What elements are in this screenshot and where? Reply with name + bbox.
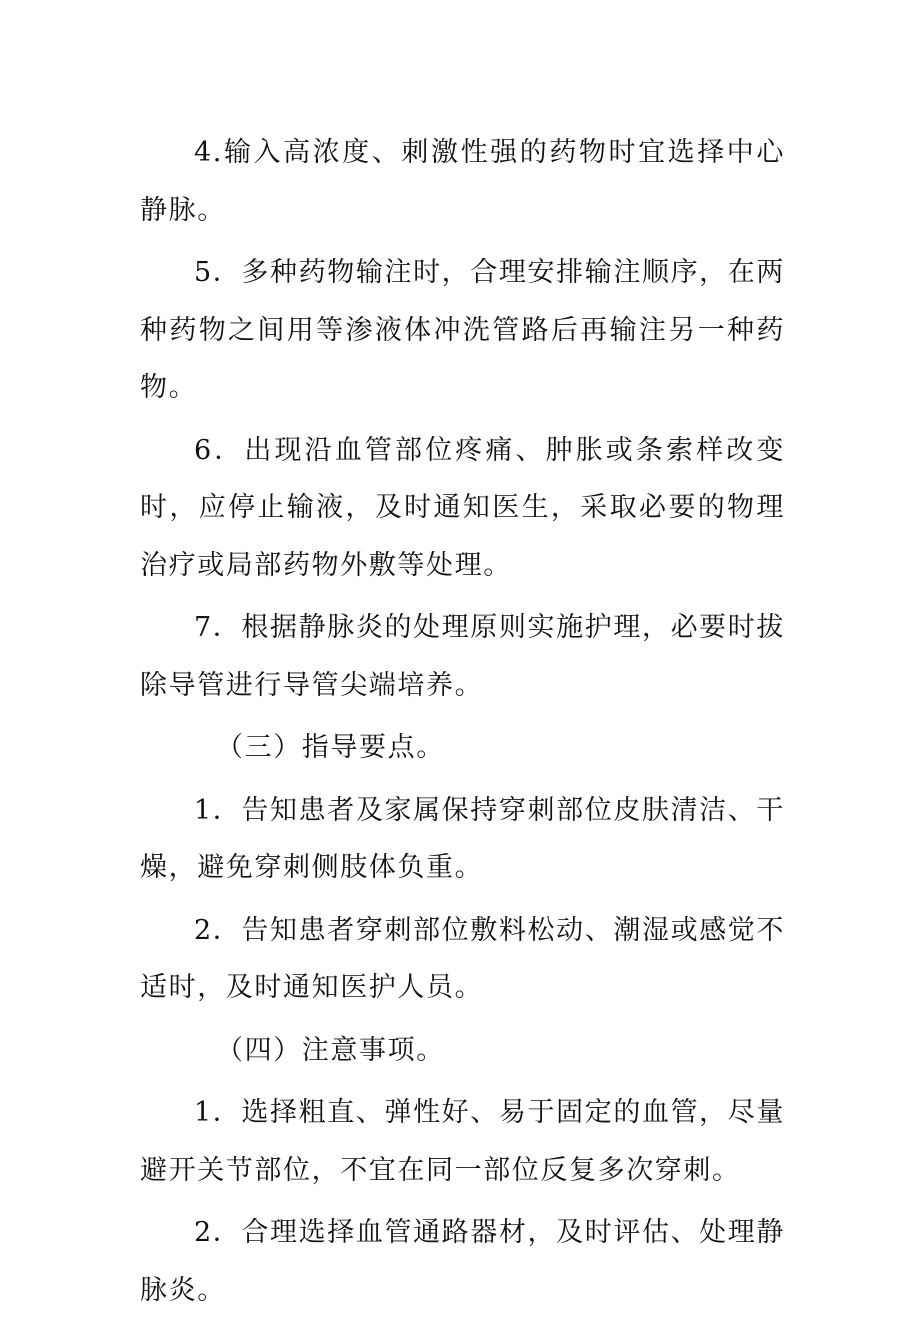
document-body: [140, 124, 785, 1324]
paragraph-guidance-2: 2．告知患者穿刺部位敷料松动、潮湿或感觉不适时，及时通知医护人员。: [140, 914, 785, 1003]
paragraph-guidance-1: 1．告知患者及家属保持穿刺部位皮肤清洁、干燥，避免穿刺侧肢体负重。: [140, 794, 785, 883]
section-heading-guidance: （三）指导要点。: [216, 732, 445, 763]
paragraph-precaution-2: 2．合理选择血管通路器材，及时评估、处理静脉炎。: [140, 1217, 785, 1306]
paragraph-item-4: 4.输入高浓度、刺激性强的药物时宜选择中心静脉。: [140, 137, 785, 226]
paragraph-item-7: 7．根据静脉炎的处理原则实施护理，必要时拔除导管进行导管尖端培养。: [140, 612, 785, 701]
paragraph-precaution-1: 1．选择粗直、弹性好、易于固定的血管，尽量避开关节部位，不宜在同一部位反复多次穿刺。: [140, 1097, 785, 1186]
paragraph-item-6: 6．出现沿血管部位疼痛、肿胀或条索样改变时，应停止输液，及时通知医生，采取必要的物理治疗或局部药物外敷等处理。: [140, 434, 785, 581]
section-heading-precautions: （四）注意事项。: [216, 1034, 445, 1066]
paragraph-item-5: 5．多种药物输注时，合理安排输注顺序，在两种药物之间用等渗液体冲洗管路后再输注另一种药物。: [140, 257, 785, 403]
